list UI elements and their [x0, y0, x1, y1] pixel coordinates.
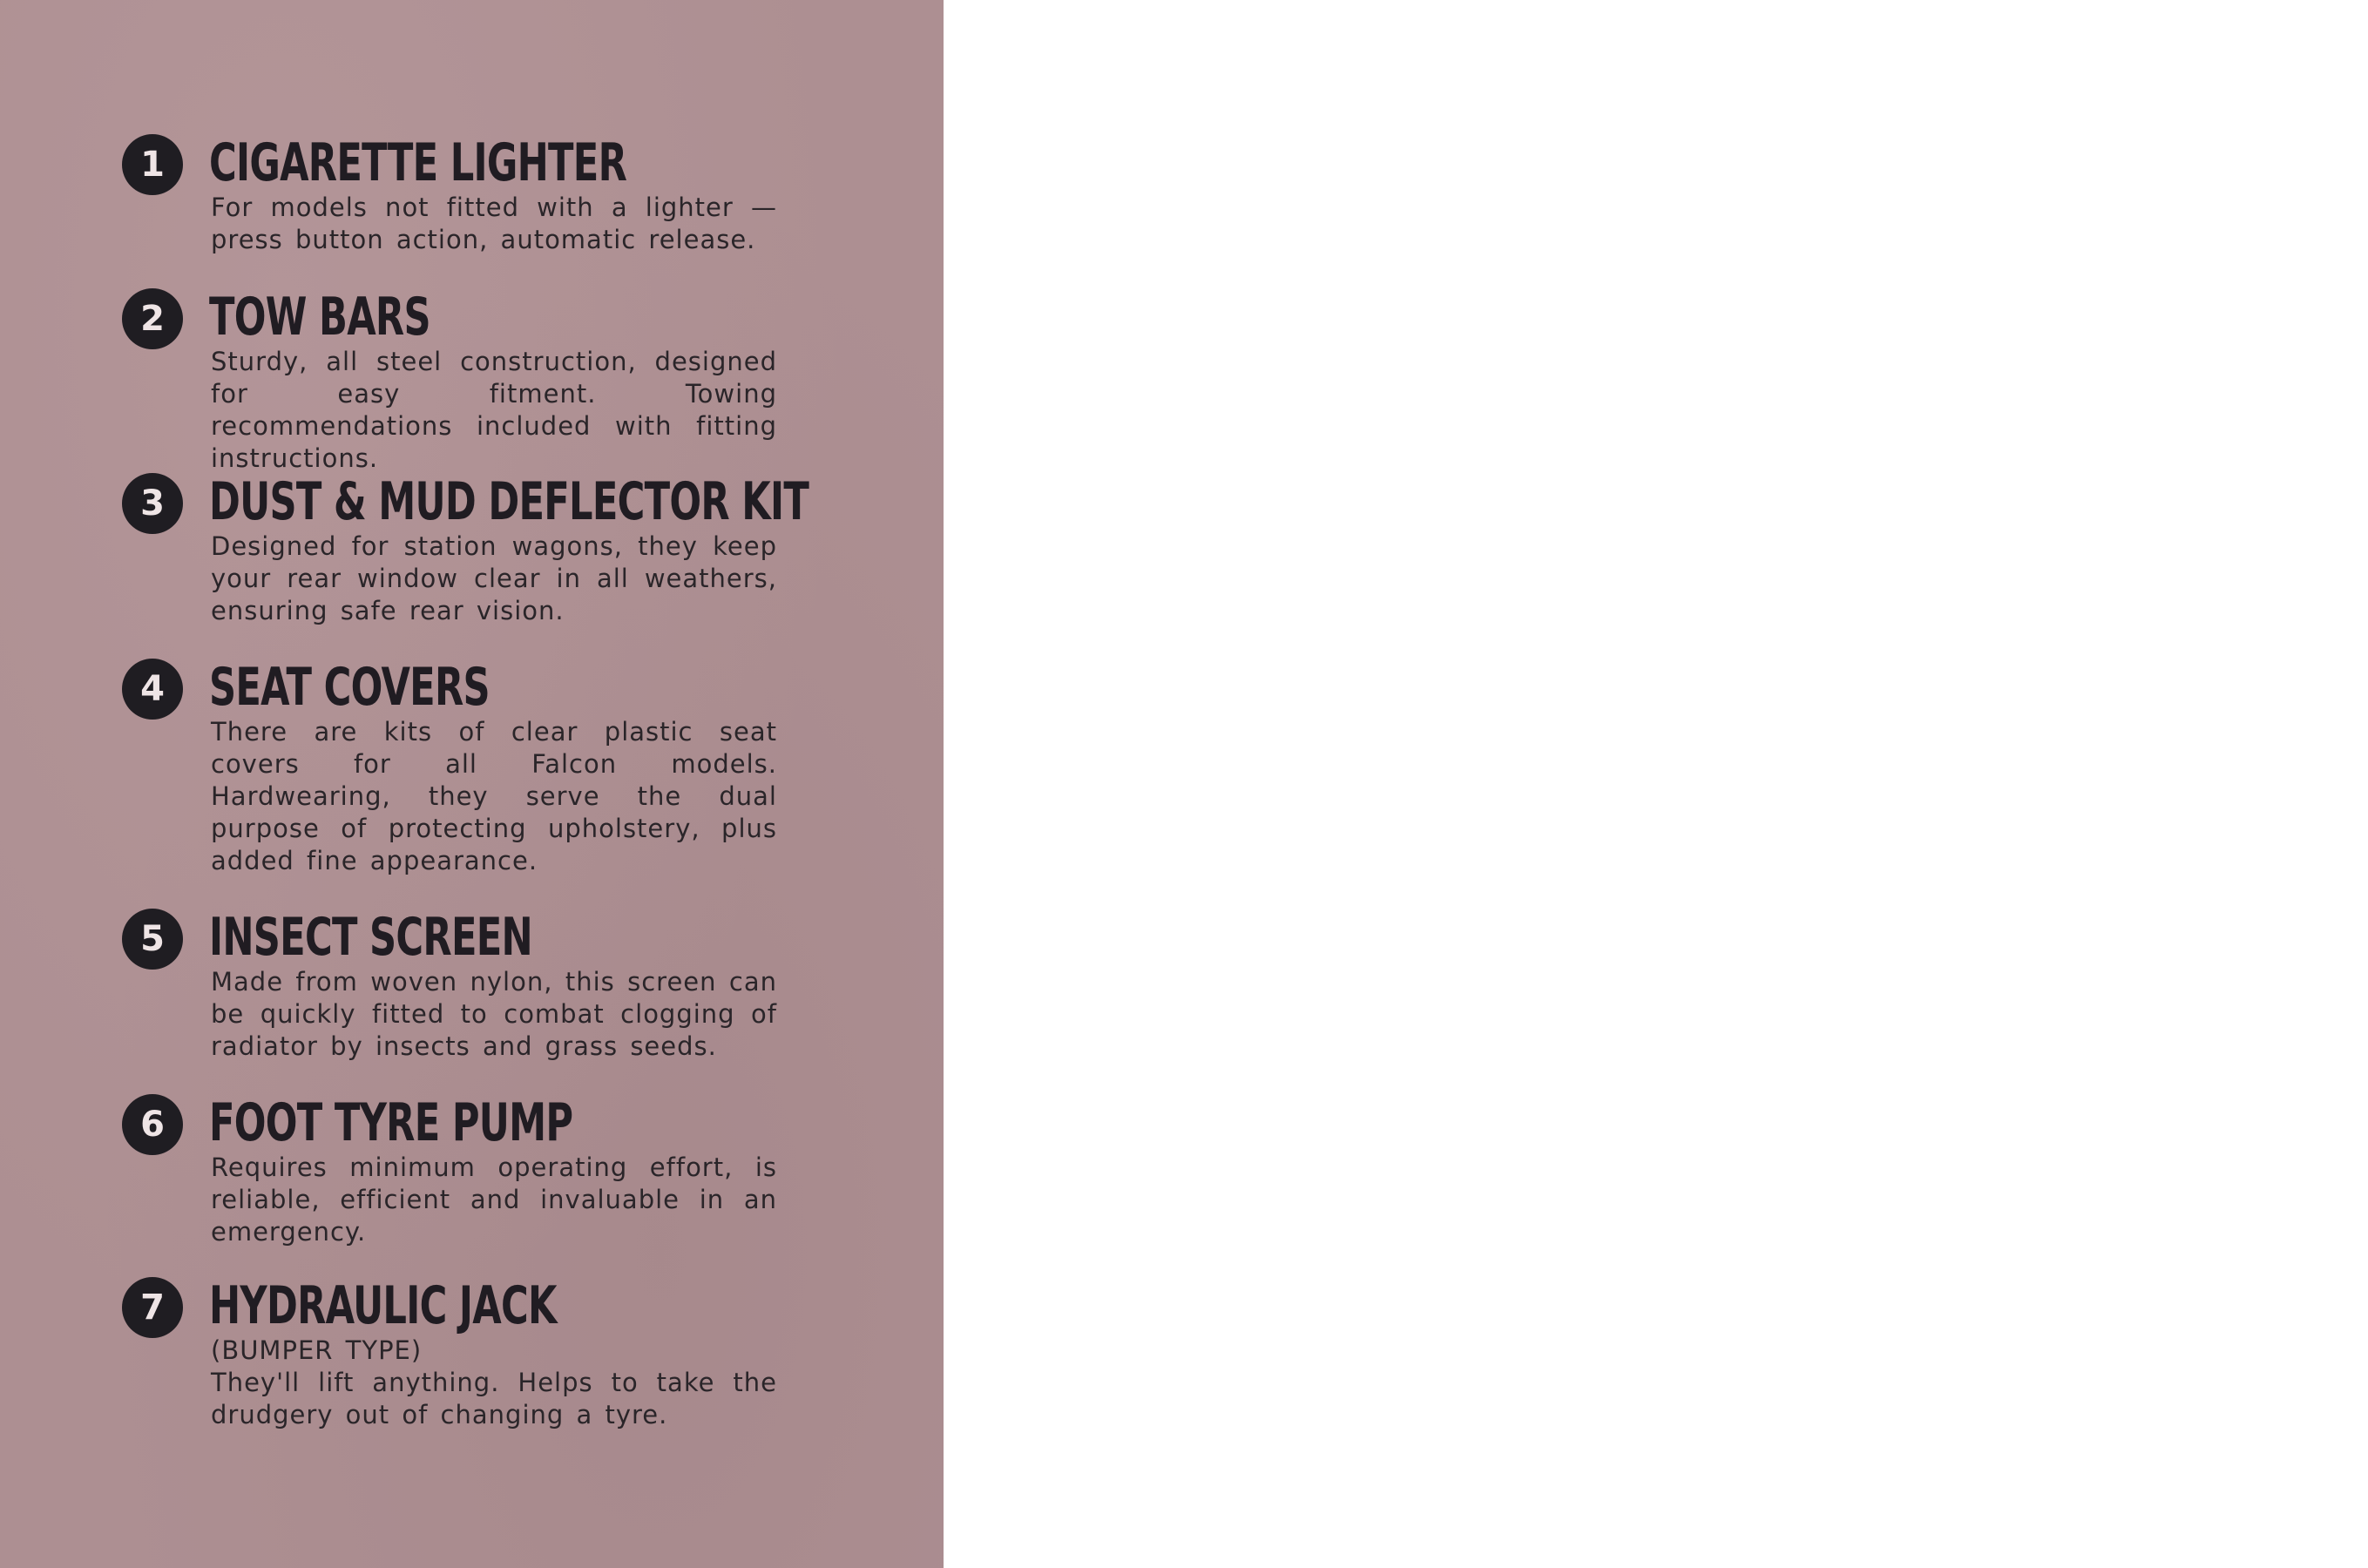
item-title: TOW BARS	[209, 287, 430, 348]
item-description	[211, 1335, 777, 1431]
number-badge: 4	[122, 659, 183, 720]
number-badge: 1	[122, 134, 183, 195]
item-description: For models not fitted with a lighter — press button action, automatic release.	[211, 193, 777, 254]
item-description-text: They'll lift anything. Helps to take the drudgery out of changing a tyre.	[211, 1368, 777, 1429]
item-subtitle: (BUMPER TYPE)	[211, 1335, 423, 1365]
item-description: Made from woven nylon, this screen can be quickly fitted to combat clogging of radiator by insects and grass seeds.	[211, 967, 777, 1061]
item-description: Sturdy, all steel construction, designed for easy fitment. Towing recommendations included with fitting instructions.	[211, 347, 777, 473]
item-title: SEAT COVERS	[209, 657, 490, 718]
number-badge: 3	[122, 473, 183, 534]
item-title: FOOT TYRE PUMP	[209, 1092, 573, 1153]
item-title: HYDRAULIC JACK	[209, 1275, 557, 1336]
item-description: Requires minimum operating effort, is reliable, efficient and invaluable in an emergency.	[211, 1152, 777, 1247]
item-description: Designed for station wagons, they keep your rear window clear in all weathers, ensuring safe rear vision.	[211, 531, 777, 625]
item-title: INSECT SCREEN	[209, 907, 532, 968]
number-badge: 6	[122, 1094, 183, 1155]
item-description: There are kits of clear plastic seat covers for all Falcon models. Hardwearing, they serve the dual purpose of protecting upholstery, plus added fine appearance.	[211, 717, 777, 875]
number-badge: 7	[122, 1277, 183, 1338]
blank-page-area	[944, 0, 2368, 1568]
number-badge: 5	[122, 909, 183, 970]
accessory-panel	[0, 0, 944, 1568]
number-badge: 2	[122, 288, 183, 349]
item-title: DUST & MUD DEFLECTOR KIT	[209, 471, 809, 532]
item-title: CIGARETTE LIGHTER	[209, 132, 627, 193]
